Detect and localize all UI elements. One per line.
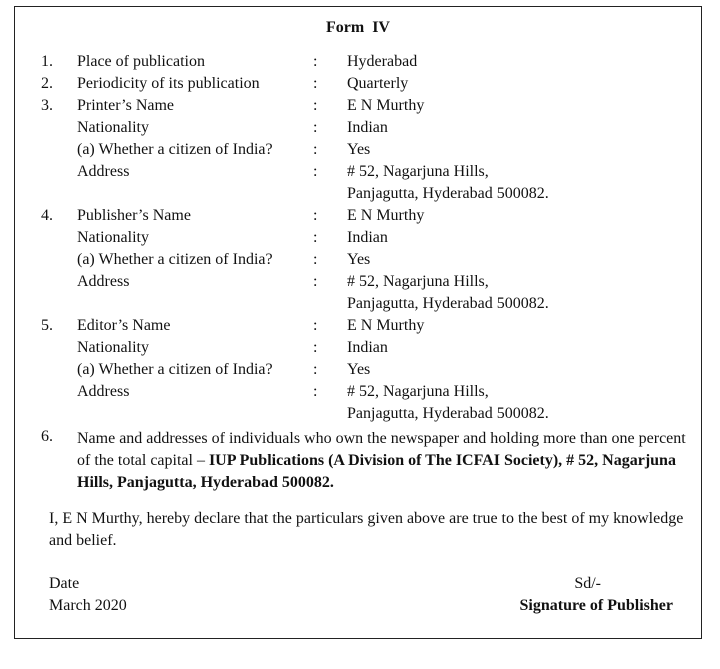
row-label: Nationality (77, 339, 149, 356)
row-number: 4. (41, 207, 53, 224)
row-value: Indian (347, 229, 388, 246)
row-value: Quarterly (347, 75, 409, 92)
row-value: Yes (347, 251, 371, 268)
form-row (15, 73, 701, 95)
row-label: Nationality (77, 119, 149, 136)
row-number: 5. (41, 317, 53, 334)
row-label: Address (77, 273, 130, 290)
form-row (15, 161, 701, 183)
row-value: Yes (347, 361, 371, 378)
form-row (15, 117, 701, 139)
item-6-plain: Name and addresses of individuals who own the newspaper and holding more than one percent of the total capital – (77, 430, 686, 469)
form-row (15, 139, 701, 161)
form-title: Form IV (326, 19, 390, 36)
row-number: 2. (41, 75, 53, 92)
form-row (15, 359, 701, 381)
item-6-bold: IUP Publications (A Division of The ICFAI Society), # 52, Nagarjuna Hills, Panjagutta, Hyderabad 500082. (77, 452, 676, 491)
row-colon: : (313, 141, 318, 158)
row-label: Publisher’s Name (77, 207, 191, 224)
form-row (15, 337, 701, 359)
row-value: # 52, Nagarjuna Hills, (347, 273, 489, 290)
row-value: E N Murthy (347, 207, 425, 224)
row-value: # 52, Nagarjuna Hills, (347, 383, 489, 400)
row-colon: : (313, 251, 318, 268)
row-value: Panjagutta, Hyderabad 500082. (347, 185, 549, 202)
form-row (15, 315, 701, 337)
row-label: (a) Whether a citizen of India? (77, 251, 273, 268)
form-row (15, 205, 701, 227)
row-colon: : (313, 339, 318, 356)
row-label: Address (77, 383, 130, 400)
row-value: # 52, Nagarjuna Hills, (347, 163, 489, 180)
date-label: Date (49, 575, 80, 592)
row-value: Panjagutta, Hyderabad 500082. (347, 295, 549, 312)
row-label: Periodicity of its publication (77, 75, 260, 92)
row-label: Place of publication (77, 53, 205, 70)
form-row (15, 271, 701, 293)
row-value: E N Murthy (347, 97, 425, 114)
form-row (15, 183, 701, 205)
form-row (15, 227, 701, 249)
row-colon: : (313, 383, 318, 400)
row-colon: : (313, 317, 318, 334)
row-colon: : (313, 163, 318, 180)
row-label: (a) Whether a citizen of India? (77, 141, 273, 158)
row-label: Address (77, 163, 130, 180)
row-value: Indian (347, 339, 388, 356)
row-colon: : (313, 207, 318, 224)
form-frame (14, 6, 702, 639)
form-row (15, 293, 701, 315)
row-colon: : (313, 97, 318, 114)
row-label: Printer’s Name (77, 97, 175, 114)
row-number: 1. (41, 53, 53, 70)
row-colon: : (313, 361, 318, 378)
row-value: Panjagutta, Hyderabad 500082. (347, 405, 549, 422)
row-colon: : (313, 53, 318, 70)
date-value: March 2020 (49, 597, 127, 614)
form-row (15, 381, 701, 403)
item-6-number: 6. (41, 428, 53, 445)
row-colon: : (313, 119, 318, 136)
row-colon: : (313, 229, 318, 246)
row-value: Yes (347, 141, 371, 158)
form-row (15, 51, 701, 73)
declaration: I, E N Murthy, hereby declare that the particulars given above are true to the best of my knowledge and belief. (49, 510, 684, 549)
row-number: 3. (41, 97, 53, 114)
form-row (15, 95, 701, 117)
row-colon: : (313, 273, 318, 290)
row-label: Nationality (77, 229, 149, 246)
row-colon: : (313, 75, 318, 92)
row-value: E N Murthy (347, 317, 425, 334)
signature-of-publisher: Signature of Publisher (519, 597, 673, 614)
sd-mark: Sd/- (574, 575, 601, 592)
row-value: Indian (347, 119, 388, 136)
item-6-text (77, 428, 689, 494)
row-label: Editor’s Name (77, 317, 171, 334)
form-row (15, 403, 701, 425)
row-value: Hyderabad (347, 53, 418, 70)
form-row (15, 249, 701, 271)
row-label: (a) Whether a citizen of India? (77, 361, 273, 378)
